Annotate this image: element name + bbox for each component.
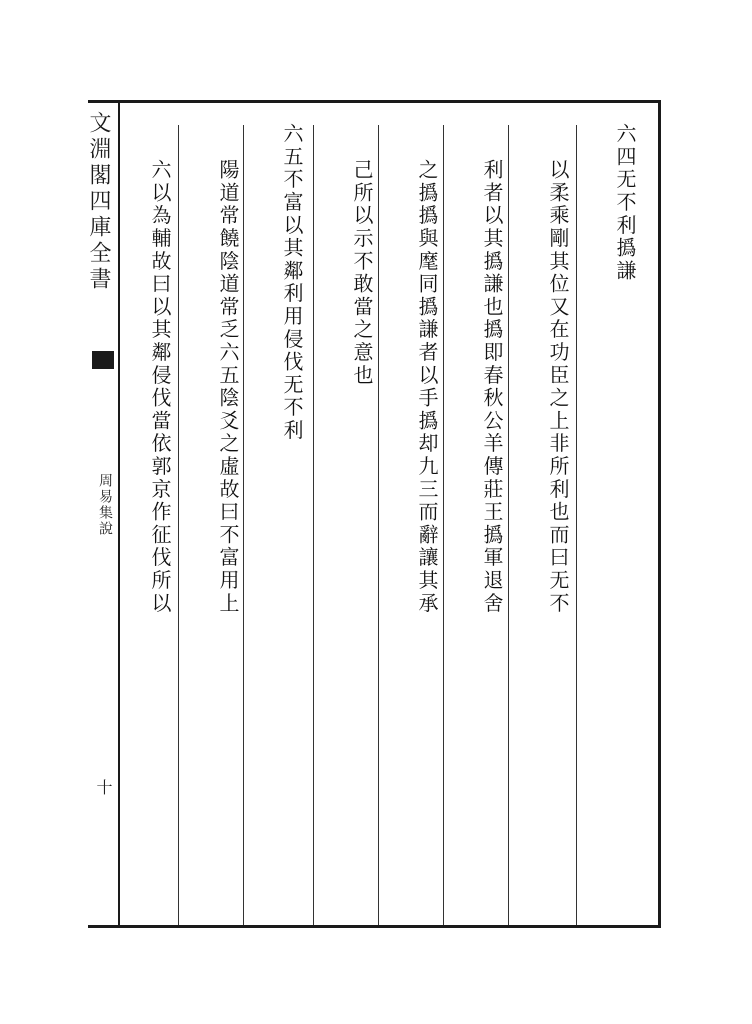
text-column-2: 以柔乘剛其位又在功臣之上非所利也而曰无不 — [546, 159, 570, 615]
page-frame — [88, 100, 661, 928]
collection-title: 文淵閣四庫全書 — [86, 111, 111, 293]
text-column-5: 己所以示不敢當之意也 — [350, 159, 374, 387]
text-column-3: 利者以其撝謙也撝即春秋公羊傳莊王撝軍退舍 — [480, 159, 504, 615]
text-column-8: 六以為輔故曰以其鄰侵伐當依郭京作征伐所以 — [148, 159, 172, 615]
text-column-7: 陽道常饒陰道常乏六五陰爻之虛故曰不富用上 — [216, 159, 240, 615]
book-title: 周易集說 — [97, 473, 113, 537]
text-column-4: 之撝撝與麾同撝謙者以手撝却九三而辭讓其承 — [415, 159, 439, 615]
text-column-6: 六五不富以其鄰利用侵伐无不利 — [280, 123, 304, 443]
fish-tail-mark — [92, 351, 114, 369]
folio-number: 十 — [94, 779, 113, 795]
text-column-1: 六四无不利撝謙 — [613, 123, 637, 283]
margin-gutter — [88, 103, 120, 925]
